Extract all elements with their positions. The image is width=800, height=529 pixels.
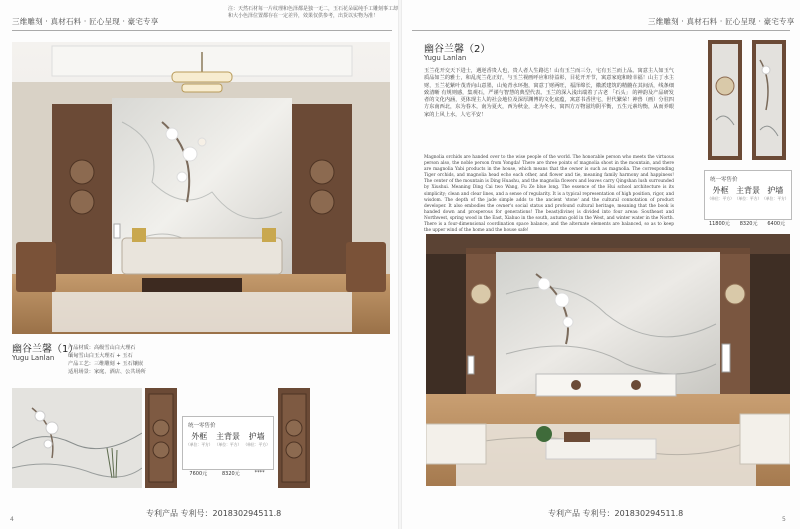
left-page-tagline: 三维雕刻 · 真材石料 · 匠心呈现 · 豪宅专享	[12, 17, 159, 26]
product-title-cn-2: 幽谷兰馨（2）	[424, 44, 491, 55]
price-col-frame	[186, 431, 213, 447]
price-col-main	[215, 431, 242, 447]
living-room-photo-2	[426, 234, 790, 486]
price-name-wall: 护墙	[248, 432, 265, 441]
price-table-2	[704, 170, 792, 220]
description-cn: 玉兰花开交天下进士，遇逆香贵人也，贵人者人生路达！山有玉兰而三分，宅有玉兰而上品。寓意主人如玉气质品如兰的雅士，和乱虎兰花正好，与玉兰视画呼应和待益彰，目花开开节，寓意家庭和睦幸福！山主丁水主财，玉兰花紫叶茂青向山意墨，山兔青水环抱，寓意丁财两旺，福泽绵长，徽派建筑的精髓在其间活，线条细致清晰 有规则感，集观石，严谨与智慧的典型代表。玉兰的深入浅出端着了古老 「石头」 的神韵及产品研发者的文化内涵，更体现主人的社会地位及深厚渊博的文化底蕴，寓意书香世宅，世代繁荣！神兽（画）分驻四方东南西北，东为春木，南为夏火，西为秋金，北为冬水，寓四方万物滋均阴平衡，五生元素均衡，从而养眼家的上风上水，人宅平安！	[424, 68, 674, 118]
product-title-en-2: Yugu Lanlan	[424, 54, 467, 62]
price-value-frame-2: 11800元	[708, 221, 730, 227]
price-values-2	[704, 220, 790, 227]
page-number-left: 4	[10, 516, 14, 523]
price-values-1	[182, 470, 272, 477]
price-value-wall-2: 6400元	[767, 221, 786, 227]
price-col-main-2	[735, 185, 762, 201]
spec-craft: 产品工艺：三维雕刻 + 玉石镶嵌	[68, 361, 144, 367]
price-value-wall: ****	[254, 470, 265, 476]
price-table-1	[182, 416, 274, 470]
marble-detail-photo	[12, 388, 142, 488]
price-value-main-2: 8320元	[739, 221, 758, 227]
living-room-photo-1	[12, 42, 390, 334]
price-value-main: 8320元	[222, 471, 240, 477]
price-unit-frame: （单位：平方）	[186, 442, 213, 447]
patent-label-right: 专利产品 专利号：201830294511.8	[548, 509, 684, 518]
price-col-frame-2	[707, 185, 734, 201]
disclaimer-note: 注：天然石材每一片纹理和色泽都是独一无二，玉石花朵属纯手工雕刻事工却和大小色泽位置都存在一定差异，效果仅供参考，出货以实物为准！	[228, 6, 399, 19]
wood-frame-sample-right	[278, 388, 310, 488]
price-unit-frame-2: （单位：平方）	[707, 196, 734, 201]
product-title-cn-1: 幽谷兰馨（1）	[12, 344, 79, 355]
price-value-frame: 7600元	[189, 471, 208, 477]
price-headers	[183, 431, 273, 447]
price-name-frame-2: 外框	[712, 186, 729, 195]
product-spec-list	[68, 344, 186, 376]
price-unit-main: （单位：平方）	[214, 442, 242, 447]
page-gutter	[398, 0, 402, 529]
patent-label-left: 专利产品 专利号：201830294511.8	[146, 509, 282, 518]
description-en: Magnolia orchids are handed over to the wise people of the world. The honorable person who meets the virtuous person also, the noble person from Yongda! There are three points of magnolia shoot in the mountain, and there are magnolia Yabi products in the house, which means that the owner is such as magnolia. The corresponding Tiger orchids, and magnolia head echo each other, and flower and tie, meaning family harmony and happiness! The center of the mountain is Ding Huashu, and the magnolia flowers and leaves carry Qingshan lush surrounded by Xiushui. Meaning Ding Cai two Wang, Fu Ze blue long. The essence of the Hui school architecture is its simplicity; clean and clear lines, and a sense of regularity. It is a typical representation of high position, rigor, and wisdom. The depth of the jade simple adds to the ancient 'stone' and the cultural connotation of product developer. It also embodies the owner's social status and profound cultural heritage, meaning that the book is handed down and prosperous for generations! The beast(divine) is divided into four areas: Southeast and Northwest, spring wood in the East, Xiahuo in the south, autumn gold in the West, and winter water in the North. There is a four-dimensional coordination space balance, and the alternate elements are balanced, so as to keep the upper wind of the home and the house safe!	[424, 155, 674, 234]
right-header-rule	[412, 30, 790, 31]
page-number-right: 5	[782, 516, 786, 523]
price-col-wall-2	[762, 185, 789, 201]
price-unit-wall-2: （单位：平方）	[762, 196, 789, 201]
price-col-wall	[243, 431, 270, 447]
product-title-en-1: Yugu Lanlan	[12, 354, 55, 362]
price-table-title-2: 统一零售价	[710, 177, 738, 183]
price-name-main: 主背景	[215, 432, 240, 441]
price-name-frame: 外框	[191, 432, 208, 441]
price-name-main-2: 主背景	[735, 186, 760, 195]
panel-sample-2	[752, 40, 786, 160]
left-header-rule	[12, 30, 392, 31]
price-table-title: 统一零售价	[188, 423, 216, 429]
price-name-wall-2: 护墙	[767, 186, 784, 195]
price-unit-wall: （单位：平方）	[243, 442, 270, 447]
wood-frame-sample-left	[145, 388, 177, 488]
spec-material-2: 缅甸雪山白玉大理石 + 玉石	[68, 353, 133, 359]
price-unit-main-2: （单位：平方）	[734, 196, 762, 201]
spec-material: 产品材质：高级雪山白大理石	[68, 345, 136, 351]
panel-sample-1	[708, 40, 742, 160]
right-page-tagline: 三维雕刻 · 真材石料 · 匠心呈现 · 豪宅专享	[648, 17, 795, 26]
spec-usage: 适用场景：家庭、酒店、公共场所	[68, 369, 146, 375]
price-headers-2	[705, 185, 791, 201]
